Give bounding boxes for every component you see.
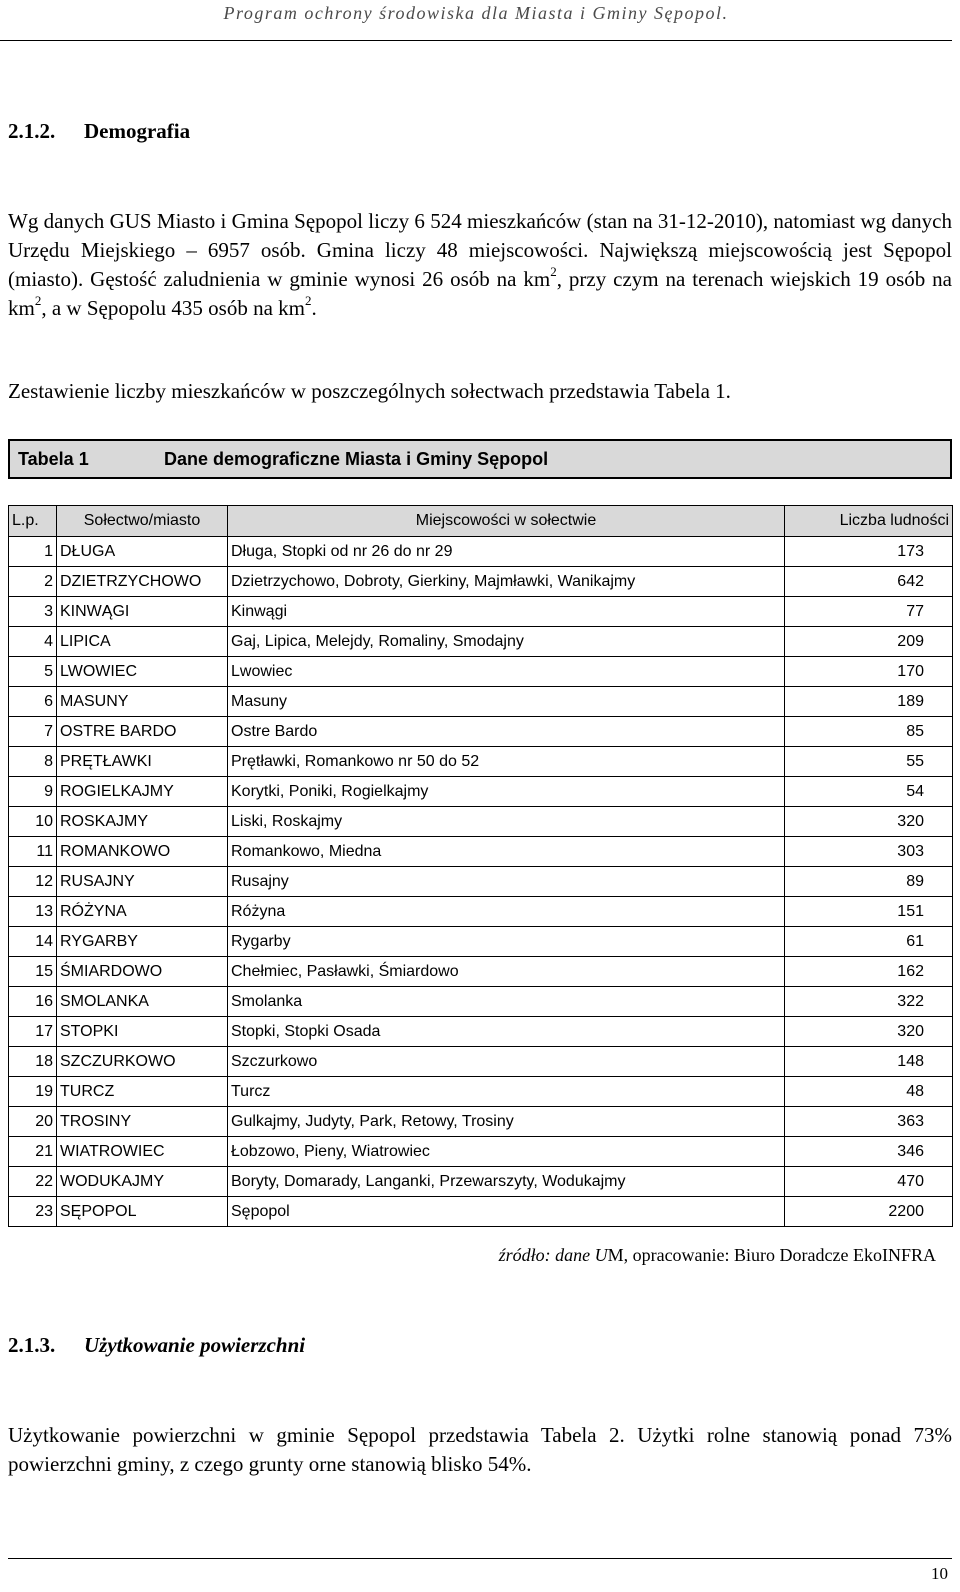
cell-miejscowosci: Prętławki, Romankowo nr 50 do 52 <box>228 747 785 777</box>
cell-solectwo: MASUNY <box>57 687 228 717</box>
cell-lp: 16 <box>9 987 57 1017</box>
cell-miejscowosci: Chełmiec, Pasławki, Śmiardowo <box>228 957 785 987</box>
cell-liczba: 85 <box>785 717 953 747</box>
cell-liczba: 173 <box>785 537 953 567</box>
cell-solectwo: LIPICA <box>57 627 228 657</box>
cell-solectwo: RUSAJNY <box>57 867 228 897</box>
column-header-miejscowosci: Miejscowości w sołectwie <box>228 506 785 537</box>
column-header-liczba: Liczba ludności <box>785 506 953 537</box>
section-title: Użytkowanie powierzchni <box>84 1333 306 1357</box>
table-row <box>9 627 953 657</box>
cell-liczba: 151 <box>785 897 953 927</box>
table-header-row <box>9 506 953 537</box>
cell-miejscowosci: Sępopol <box>228 1197 785 1227</box>
cell-miejscowosci: Gulkajmy, Judyty, Park, Retowy, Trosiny <box>228 1107 785 1137</box>
cell-lp: 2 <box>9 567 57 597</box>
table-row <box>9 987 953 1017</box>
cell-liczba: 2200 <box>785 1197 953 1227</box>
column-header-lp: L.p. <box>9 506 57 537</box>
footer-divider <box>8 1558 952 1559</box>
cell-miejscowosci: Turcz <box>228 1077 785 1107</box>
table-row <box>9 1107 953 1137</box>
cell-liczba: 363 <box>785 1107 953 1137</box>
table-row <box>9 957 953 987</box>
table-row <box>9 897 953 927</box>
cell-liczba: 322 <box>785 987 953 1017</box>
running-header: Program ochrony środowiska dla Miasta i Gminy Sępopol. <box>0 0 952 41</box>
cell-solectwo: ROGIELKAJMY <box>57 777 228 807</box>
superscript-2: 2 <box>550 264 557 279</box>
cell-liczba: 189 <box>785 687 953 717</box>
cell-solectwo: SMOLANKA <box>57 987 228 1017</box>
cell-lp: 21 <box>9 1137 57 1167</box>
cell-liczba: 148 <box>785 1047 953 1077</box>
cell-liczba: 209 <box>785 627 953 657</box>
cell-lp: 15 <box>9 957 57 987</box>
cell-lp: 19 <box>9 1077 57 1107</box>
cell-lp: 8 <box>9 747 57 777</box>
cell-solectwo: TURCZ <box>57 1077 228 1107</box>
table-row <box>9 1137 953 1167</box>
table-row <box>9 597 953 627</box>
table-row <box>9 657 953 687</box>
cell-miejscowosci: Boryty, Domarady, Langanki, Przewarszyty, Wodukajmy <box>228 1167 785 1197</box>
cell-liczba: 320 <box>785 807 953 837</box>
table-row <box>9 1047 953 1077</box>
cell-solectwo: KINWĄGI <box>57 597 228 627</box>
cell-solectwo: RYGARBY <box>57 927 228 957</box>
table-row <box>9 837 953 867</box>
table-row <box>9 777 953 807</box>
cell-solectwo: ROSKAJMY <box>57 807 228 837</box>
section-title: Demografia <box>84 119 191 143</box>
table-row <box>9 567 953 597</box>
section-heading-demografia <box>8 118 190 144</box>
cell-lp: 4 <box>9 627 57 657</box>
cell-miejscowosci: Łobzowo, Pieny, Wiatrowiec <box>228 1137 785 1167</box>
cell-solectwo: SZCZURKOWO <box>57 1047 228 1077</box>
cell-solectwo: WODUKAJMY <box>57 1167 228 1197</box>
cell-miejscowosci: Smolanka <box>228 987 785 1017</box>
cell-liczba: 170 <box>785 657 953 687</box>
cell-lp: 10 <box>9 807 57 837</box>
cell-liczba: 162 <box>785 957 953 987</box>
cell-lp: 11 <box>9 837 57 867</box>
cell-lp: 12 <box>9 867 57 897</box>
cell-solectwo: SĘPOPOL <box>57 1197 228 1227</box>
cell-solectwo: PRĘTŁAWKI <box>57 747 228 777</box>
cell-solectwo: TROSINY <box>57 1107 228 1137</box>
cell-miejscowosci: Kinwągi <box>228 597 785 627</box>
table-row <box>9 867 953 897</box>
cell-lp: 9 <box>9 777 57 807</box>
cell-liczba: 320 <box>785 1017 953 1047</box>
cell-lp: 14 <box>9 927 57 957</box>
table-row <box>9 717 953 747</box>
cell-liczba: 642 <box>785 567 953 597</box>
cell-miejscowosci: Masuny <box>228 687 785 717</box>
cell-lp: 7 <box>9 717 57 747</box>
table-body <box>9 537 953 1227</box>
cell-solectwo: RÓŻYNA <box>57 897 228 927</box>
cell-solectwo: DŁUGA <box>57 537 228 567</box>
cell-solectwo: STOPKI <box>57 1017 228 1047</box>
table-row <box>9 807 953 837</box>
cell-miejscowosci: Liski, Roskajmy <box>228 807 785 837</box>
cell-lp: 13 <box>9 897 57 927</box>
cell-solectwo: OSTRE BARDO <box>57 717 228 747</box>
table-row <box>9 927 953 957</box>
section-number: 2.1.3. <box>8 1333 56 1357</box>
cell-miejscowosci: Różyna <box>228 897 785 927</box>
cell-liczba: 89 <box>785 867 953 897</box>
table-row <box>9 537 953 567</box>
cell-miejscowosci: Stopki, Stopki Osada <box>228 1017 785 1047</box>
cell-solectwo: WIATROWIEC <box>57 1137 228 1167</box>
superscript-2: 2 <box>34 293 42 308</box>
cell-liczba: 55 <box>785 747 953 777</box>
cell-liczba: 346 <box>785 1137 953 1167</box>
demographic-table <box>8 505 953 1227</box>
table-caption-label: Tabela 1 <box>18 449 89 469</box>
superscript-2: 2 <box>305 293 312 308</box>
paragraph-table-intro: Zestawienie liczby mieszkańców w poszczególnych sołectwach przedstawia Tabela 1. <box>8 379 731 403</box>
cell-solectwo: ŚMIARDOWO <box>57 957 228 987</box>
paragraph-uzytkowanie: Użytkowanie powierzchni w gminie Sępopol przedstawia Tabela 2. Użytki rolne stanowią ponad 73% powierzchni gminy, z czego grunty orne stanowią blisko 54%. <box>8 1423 952 1476</box>
table-row <box>9 1077 953 1107</box>
cell-liczba: 48 <box>785 1077 953 1107</box>
table-source-note: źródło: dane UM, opracowanie: Biuro Doradcze EkoINFRA <box>498 1245 936 1265</box>
cell-liczba: 470 <box>785 1167 953 1197</box>
cell-lp: 23 <box>9 1197 57 1227</box>
cell-solectwo: DZIETRZYCHOWO <box>57 567 228 597</box>
cell-solectwo: LWOWIEC <box>57 657 228 687</box>
table-row <box>9 1167 953 1197</box>
cell-liczba: 54 <box>785 777 953 807</box>
cell-lp: 20 <box>9 1107 57 1137</box>
cell-liczba: 61 <box>785 927 953 957</box>
cell-miejscowosci: Korytki, Poniki, Rogielkajmy <box>228 777 785 807</box>
table-caption <box>8 439 952 479</box>
cell-miejscowosci: Rygarby <box>228 927 785 957</box>
page-number: 10 <box>931 1564 948 1583</box>
cell-lp: 22 <box>9 1167 57 1197</box>
cell-lp: 1 <box>9 537 57 567</box>
cell-miejscowosci: Dzietrzychowo, Dobroty, Gierkiny, Majmławki, Wanikajmy <box>228 567 785 597</box>
cell-lp: 3 <box>9 597 57 627</box>
section-heading-uzytkowanie <box>8 1332 305 1358</box>
cell-miejscowosci: Rusajny <box>228 867 785 897</box>
table-row <box>9 1017 953 1047</box>
table-row <box>9 687 953 717</box>
table-row <box>9 1197 953 1227</box>
column-header-solectwo: Sołectwo/miasto <box>57 506 228 537</box>
cell-lp: 17 <box>9 1017 57 1047</box>
section-number: 2.1.2. <box>8 119 56 143</box>
paragraph-demografia <box>8 207 952 323</box>
cell-lp: 5 <box>9 657 57 687</box>
cell-lp: 6 <box>9 687 57 717</box>
cell-lp: 18 <box>9 1047 57 1077</box>
paragraph-demografia-text: Wg danych GUS Miasto i Gmina Sępopol liczy 6 524 mieszkańców (stan na 31-12-2010), natomiast wg danych Urzędu Miejskiego – 6957 osób. Gmina liczy 48 miejscowości. Największą miejscowością jest Sępopol (miasto). Gęstość zaludnienia w gminie wynosi 26 osób na $km^2$, przy czym na terenach wiejskich 19 osób na $km^2$, a w Sępopolu 435 osób na $km^2$. <box>8 209 952 320</box>
cell-miejscowosci: Szczurkowo <box>228 1047 785 1077</box>
cell-miejscowosci: Gaj, Lipica, Melejdy, Romaliny, Smodajny <box>228 627 785 657</box>
cell-liczba: 77 <box>785 597 953 627</box>
table-caption-title: Dane demograficzne Miasta i Gminy Sępopol <box>164 449 549 469</box>
cell-miejscowosci: Romankowo, Miedna <box>228 837 785 867</box>
cell-solectwo: ROMANKOWO <box>57 837 228 867</box>
cell-liczba: 303 <box>785 837 953 867</box>
cell-miejscowosci: Lwowiec <box>228 657 785 687</box>
table-row <box>9 747 953 777</box>
cell-miejscowosci: Długa, Stopki od nr 26 do nr 29 <box>228 537 785 567</box>
cell-miejscowosci: Ostre Bardo <box>228 717 785 747</box>
